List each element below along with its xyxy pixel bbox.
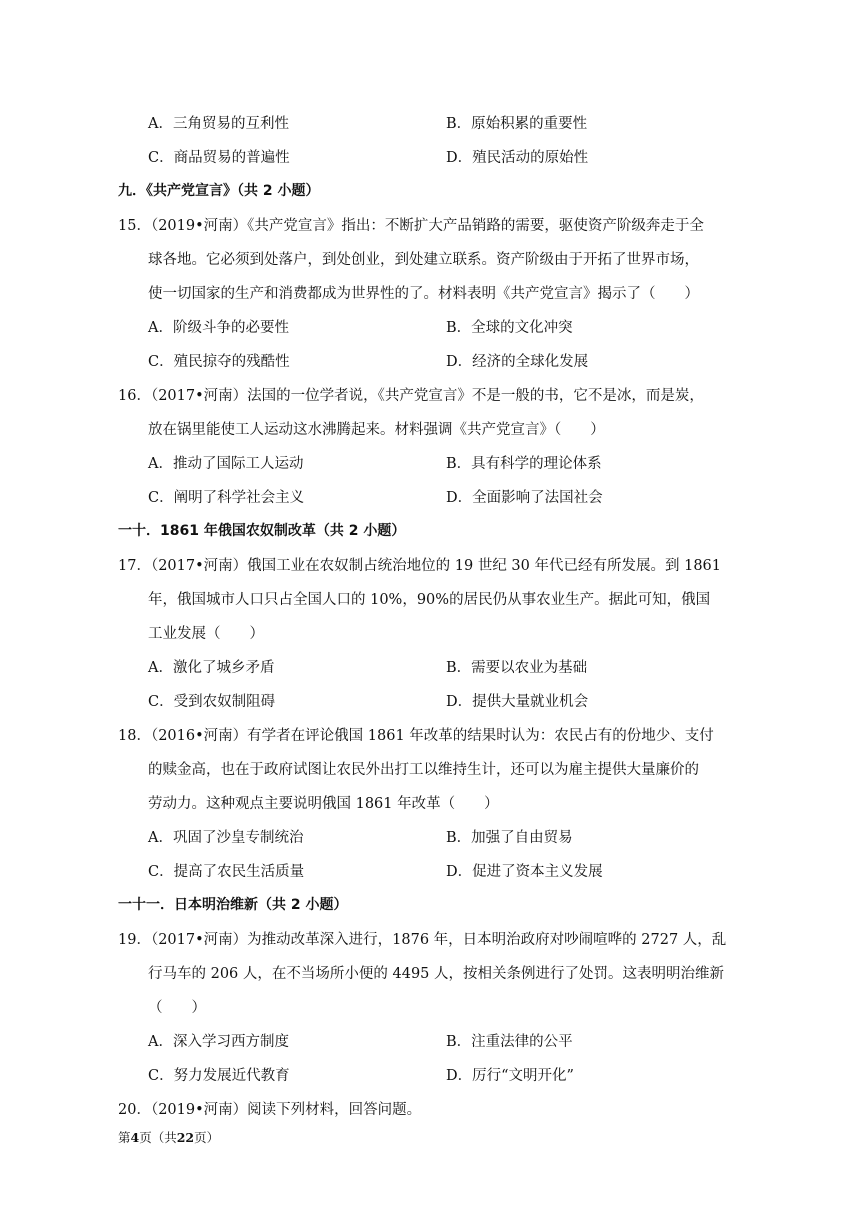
q16-line-1: 16．（2017•河南）法国的一位学者说，《共产党宣言》不是一般的书，它不是冰，而是炭， — [118, 388, 704, 404]
q15-line-3: 使一切国家的生产和消费都成为世界性的了。材料表明《共产党宣言》揭示了（ ） — [148, 286, 699, 302]
q18-line-3: 劳动力。这种观点主要说明俄国 1861 年改革（ ） — [148, 796, 499, 812]
q14-option-a: A．三角贸易的互利性 — [148, 116, 289, 132]
q17-option-b: B．需要以农业为基础 — [446, 660, 588, 676]
q17-options-row-2 — [148, 690, 748, 712]
q15-option-a: A．阶级斗争的必要性 — [148, 320, 289, 336]
q17-option-a: A．激化了城乡矛盾 — [148, 660, 275, 676]
section-heading-9: 九．《共产党宣言》（共 2 小题） — [118, 183, 320, 199]
q16-options-row-2 — [148, 486, 748, 508]
q18-options-row-1 — [148, 826, 748, 848]
q17-option-d: D．提供大量就业机会 — [446, 694, 589, 710]
q14-option-d: D．殖民活动的原始性 — [446, 150, 589, 166]
q18-line-1: 18．（2016•河南）有学者在评论俄国 1861 年改革的结果时认为：农民占有的份地少、支付 — [118, 728, 714, 744]
q15-option-c: C．殖民掠夺的残酷性 — [148, 354, 290, 370]
q19-option-a: A．深入学习西方制度 — [148, 1034, 289, 1050]
q18-option-b: B．加强了自由贸易 — [446, 830, 573, 846]
q15-options-row-2 — [148, 350, 748, 372]
q15-option-b: B．全球的文化冲突 — [446, 320, 573, 336]
q19-line-1: 19．（2017•河南）为推动改革深入进行，1876 年，日本明治政府对吵闹喧哗的 2727 人，乱 — [118, 932, 727, 948]
q19-option-c: C．努力发展近代教育 — [148, 1068, 290, 1084]
q20-line-1: 20．（2019•河南）阅读下列材料，回答问题。 — [118, 1102, 422, 1118]
q14-option-c: C．商品贸易的普遍性 — [148, 150, 290, 166]
q19-options-row-2 — [148, 1064, 748, 1086]
q18-option-c: C．提高了农民生活质量 — [148, 864, 305, 880]
footer-suffix: 页） — [194, 1130, 220, 1145]
q17-option-c: C．受到农奴制阻碍 — [148, 694, 276, 710]
q18-line-2: 的赎金高，也在于政府试图让农民外出打工以维持生计，还可以为雇主提供大量廉价的 — [148, 762, 699, 778]
q17-line-3: 工业发展（ ） — [148, 626, 264, 642]
q16-option-d: D．全面影响了法国社会 — [446, 490, 603, 506]
q17-line-1: 17．（2017•河南）俄国工业在农奴制占统治地位的 19 世纪 30 年代已经有所发展。到 1861 — [118, 558, 722, 574]
q14-options-row-2 — [148, 146, 748, 168]
q18-options-row-2 — [148, 860, 748, 882]
footer-total-pages: 22 — [176, 1130, 195, 1145]
q14-options-row-1 — [148, 112, 748, 134]
q19-option-d: D．厉行“文明开化” — [446, 1068, 574, 1084]
q16-options-row-1 — [148, 452, 748, 474]
q17-options-row-1 — [148, 656, 748, 678]
section-heading-11: 一十一．日本明治维新（共 2 小题） — [118, 897, 348, 913]
q19-options-row-1 — [148, 1030, 748, 1052]
q18-option-d: D．促进了资本主义发展 — [446, 864, 603, 880]
footer-middle: 页（共 — [139, 1130, 177, 1145]
footer-prefix: 第 — [118, 1130, 131, 1145]
q19-line-3: （ ） — [148, 1000, 206, 1016]
footer-page-number: 4 — [130, 1130, 140, 1145]
q14-option-b: B．原始积累的重要性 — [446, 116, 588, 132]
q15-line-1: 15．（2019•河南）《共产党宣言》指出：不断扩大产品销路的需要，驱使资产阶级奔走于全 — [118, 218, 704, 234]
section-heading-10: 一十．1861 年俄国农奴制改革（共 2 小题） — [118, 523, 406, 539]
q16-option-c: C．阐明了科学社会主义 — [148, 490, 305, 506]
q15-options-row-1 — [148, 316, 748, 338]
q17-line-2: 年，俄国城市人口只占全国人口的 10%，90%的居民仍从事农业生产。据此可知，俄国 — [148, 592, 711, 608]
q16-option-b: B．具有科学的理论体系 — [446, 456, 602, 472]
q18-option-a: A．巩固了沙皇专制统治 — [148, 830, 304, 846]
q16-line-2: 放在锅里能使工人运动这水沸腾起来。材料强调《共产党宣言》（ ） — [148, 422, 605, 438]
q15-option-d: D．经济的全球化发展 — [446, 354, 589, 370]
q15-line-2: 球各地。它必须到处落户，到处创业，到处建立联系。资产阶级由于开拓了世界市场， — [148, 252, 699, 268]
q16-option-a: A．推动了国际工人运动 — [148, 456, 304, 472]
q19-option-b: B．注重法律的公平 — [446, 1034, 573, 1050]
q19-line-2: 行马车的 206 人，在不当场所小便的 4495 人，按相关条例进行了处罚。这表明明治维新 — [148, 966, 725, 982]
page-footer — [118, 1128, 219, 1146]
